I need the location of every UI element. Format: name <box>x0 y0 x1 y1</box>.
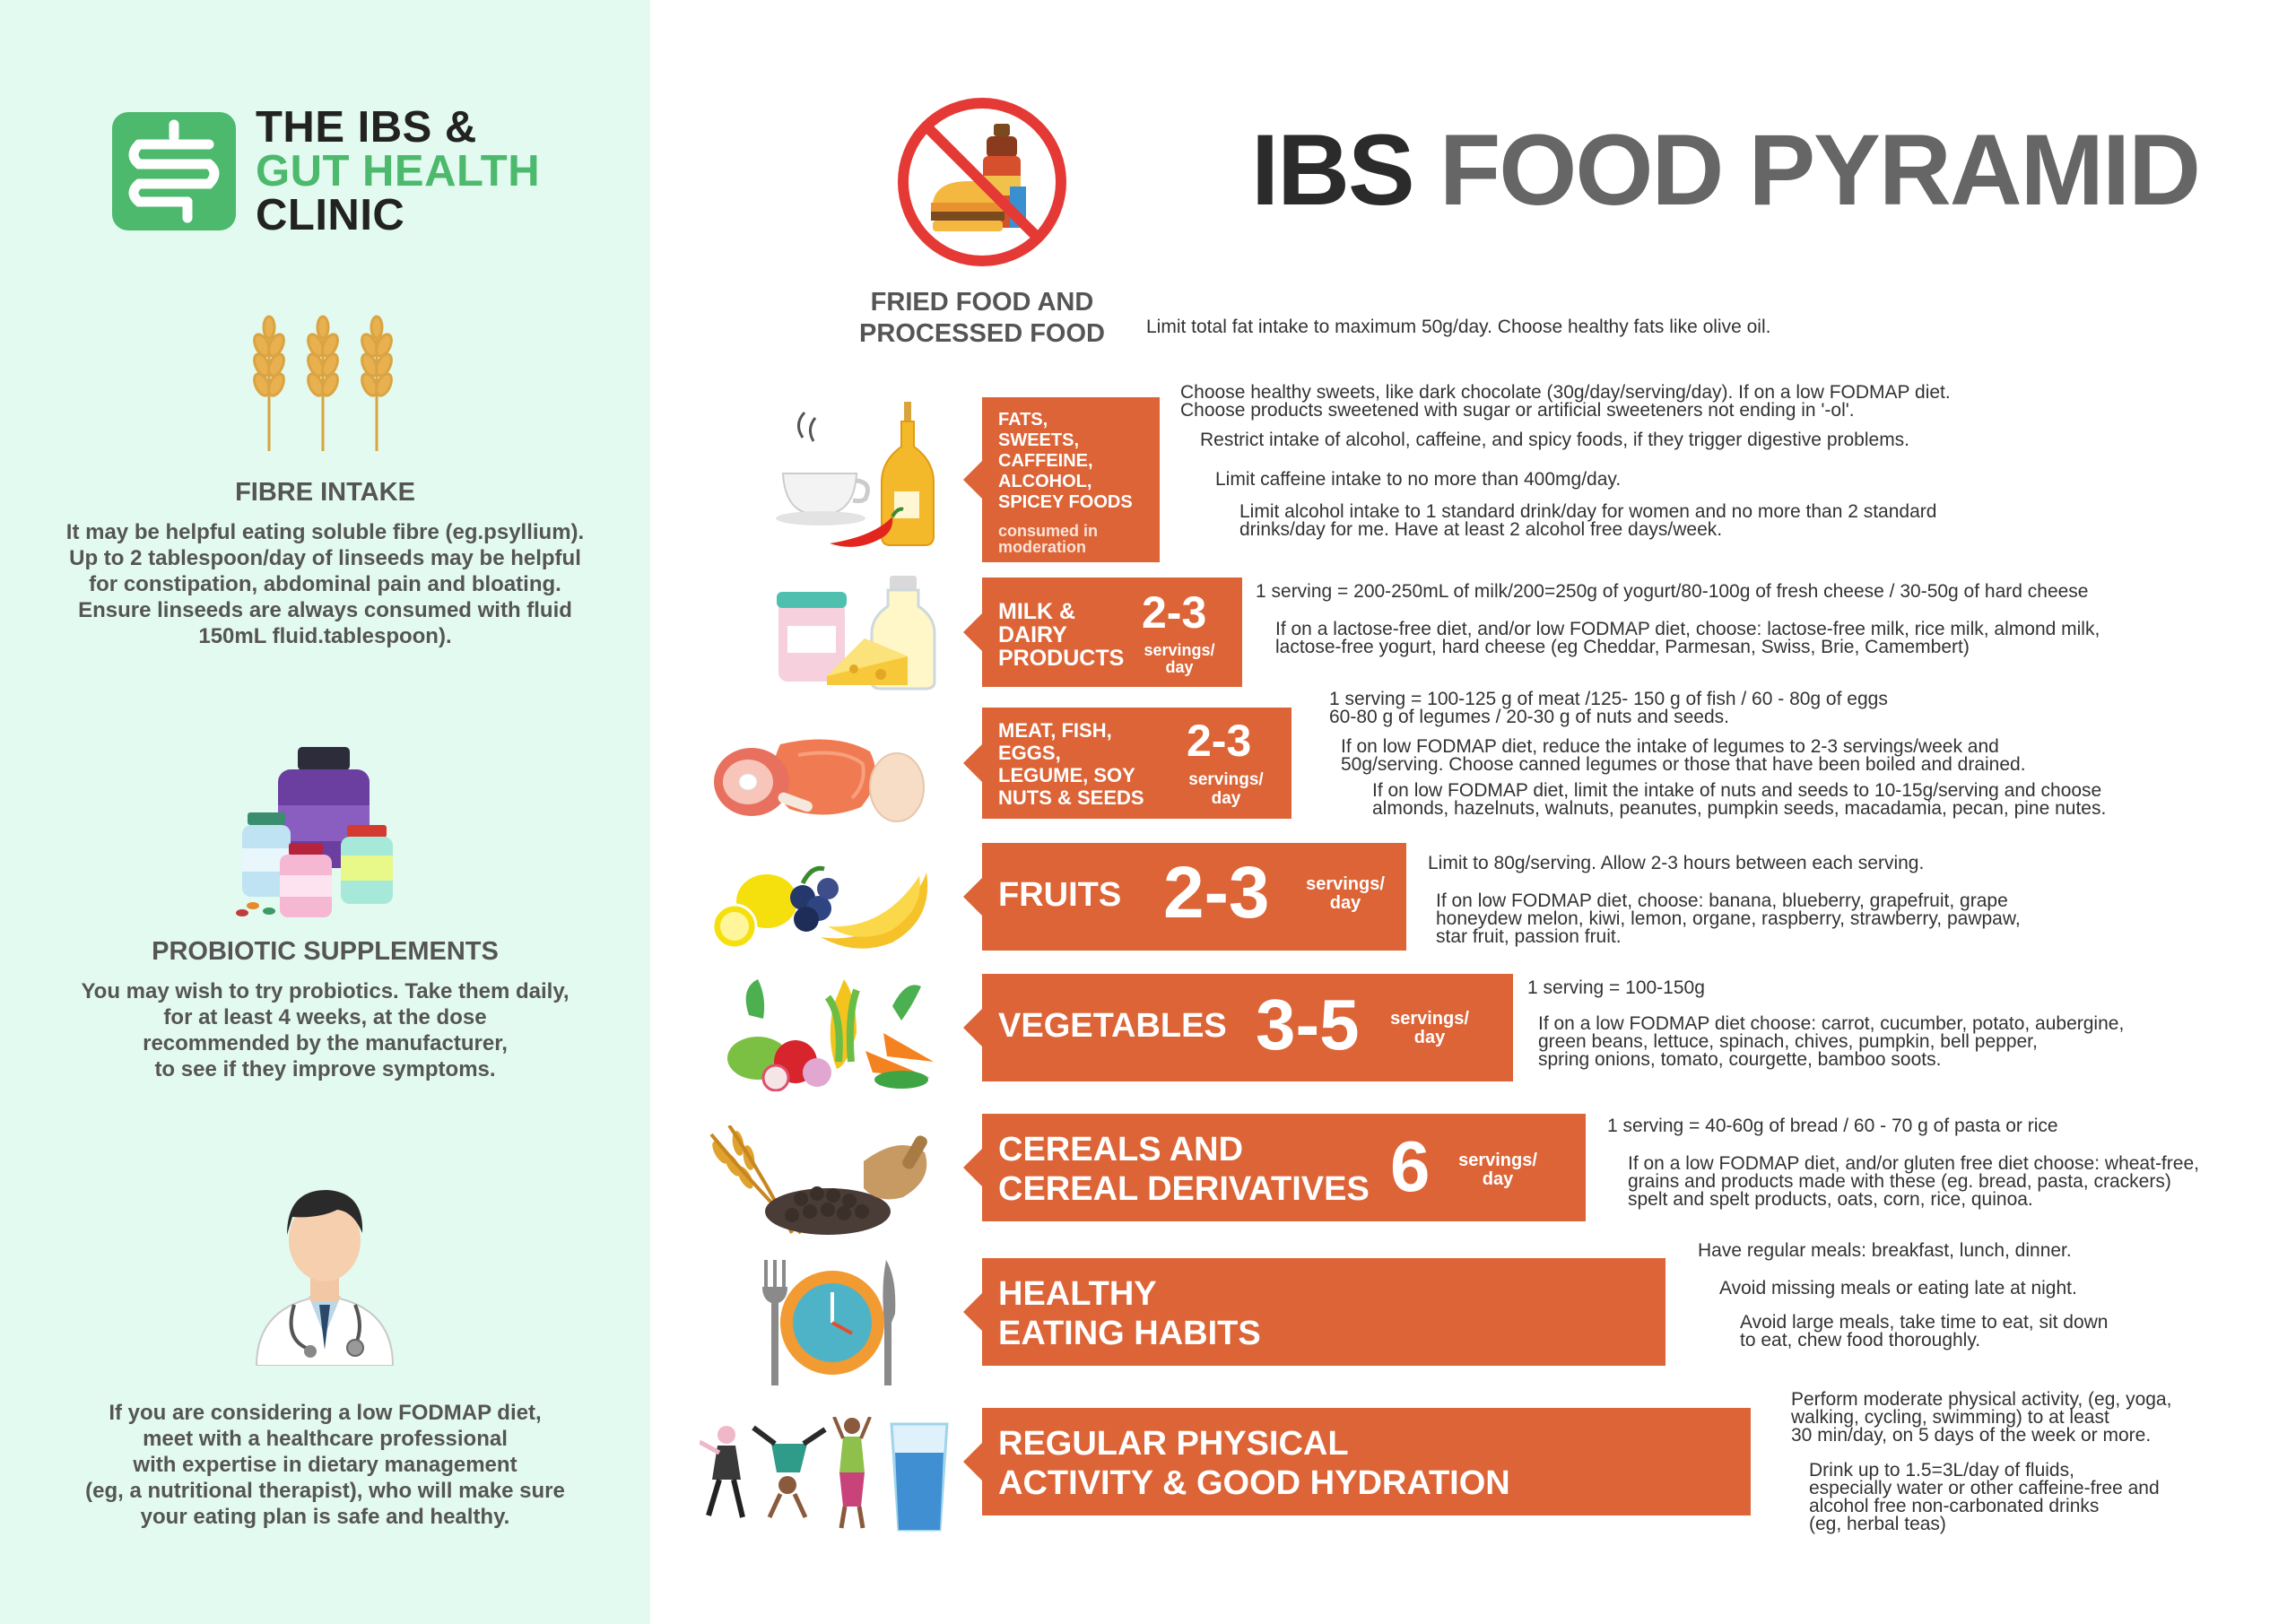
probiotic-line: to see if they improve symptoms. <box>154 1057 496 1081</box>
tier-fruits-label: FRUITS <box>998 876 1122 914</box>
tier-dairy-label-line: DAIRY <box>998 622 1067 647</box>
fibre-text <box>36 519 614 649</box>
tier-meat-note <box>1341 738 2026 774</box>
clinic-name-line-1: THE IBS & <box>256 103 477 152</box>
note-line: green beans, lettuce, spinach, chives, pumpkin, bell pepper, <box>1538 1031 2038 1052</box>
tier-activity <box>982 1408 1751 1515</box>
note-line: Have regular meals: breakfast, lunch, dinner. <box>1698 1240 2072 1261</box>
tier-activity-label <box>998 1424 1510 1503</box>
note-line: 1 serving = 200-250mL of milk/200=250g of yogurt/80-100g of fresh cheese / 30-50g of hard cheese <box>1256 581 2089 602</box>
fibre-line: 150mL fluid.tablespoon). <box>198 624 452 648</box>
note-line: grains and products made with these (eg. bread, pasta, crackers) <box>1628 1171 2171 1192</box>
no-fried-food-icon <box>897 97 1067 267</box>
probiotic-line: You may wish to try probiotics. Take them daily, <box>81 979 570 1003</box>
probiotic-line: for at least 4 weeks, at the dose <box>163 1005 487 1029</box>
tier-fruits <box>982 843 1406 951</box>
tier-meat-note <box>1372 782 2106 818</box>
tier-fruits-unit <box>1296 875 1395 913</box>
fibre-line: for constipation, abdominal pain and bloating. <box>89 572 561 596</box>
tier-vegetables-note <box>1538 1015 2124 1069</box>
wheat-icon <box>242 309 404 453</box>
page-title <box>1251 114 2199 226</box>
tier-fats-note <box>1215 471 1621 489</box>
tier-habits <box>982 1258 1665 1366</box>
clinic-logo-icon <box>112 112 236 230</box>
note-line: honeydew melon, kiwi, lemon, organe, raspberry, strawberry, pawpaw, <box>1436 908 2021 929</box>
note-line: especially water or other caffeine-free and <box>1809 1478 2160 1498</box>
probiotic-heading: PROBIOTIC SUPPLEMENTS <box>152 937 499 966</box>
tier-dairy-label-line: MILK & <box>998 599 1076 624</box>
tier-dairy-label <box>998 600 1124 670</box>
note-line: If on a low FODMAP diet, and/or gluten free diet choose: wheat-free, <box>1628 1153 2199 1174</box>
dairy-icon <box>773 576 944 692</box>
tier-fats-label-line: SWEETS, <box>998 430 1080 450</box>
tier-meat <box>982 708 1292 819</box>
tier-activity-label-line: REGULAR PHYSICAL <box>998 1425 1349 1463</box>
tier-habits-label-line: EATING HABITS <box>998 1315 1261 1352</box>
tier-vegetables-unit-line: servings/ <box>1390 1009 1469 1029</box>
tier-fats-sub-line: moderation <box>998 538 1087 556</box>
tier-dairy-unit <box>1135 642 1224 676</box>
tier-vegetables-note <box>1527 979 1705 997</box>
note-line: If on a low FODMAP diet choose: carrot, cucumber, potato, aubergine, <box>1538 1013 2125 1034</box>
tier-fruits-unit-line: day <box>1329 893 1361 913</box>
fried-food-label-line: PROCESSED FOOD <box>859 319 1105 348</box>
tier-dairy-servings: 2-3 <box>1142 587 1207 638</box>
clinic-name-line-3: CLINIC <box>256 191 405 239</box>
note-line: spring onions, tomato, courgette, bamboo soots. <box>1538 1049 1942 1070</box>
fibre-line: It may be helpful eating soluble fibre (eg.psyllium). <box>65 520 585 544</box>
tier-fats-label-line: SPICEY FOODS <box>998 492 1133 512</box>
page-title-part-2: FOOD PYRAMID <box>1439 114 2199 226</box>
probiotic-line: recommended by the manufacturer, <box>143 1031 508 1055</box>
professional-line: (eg, a nutritional therapist), who will make sure <box>85 1479 565 1503</box>
tier-cereals-unit-line: servings/ <box>1458 1151 1537 1170</box>
tier-meat-note <box>1329 690 1888 726</box>
tier-meat-label-line: LEGUME, SOY <box>998 764 1135 786</box>
professional-line: meet with a healthcare professional <box>143 1427 508 1451</box>
professional-line: with expertise in dietary management <box>133 1453 517 1477</box>
note-line: (eg, herbal teas) <box>1809 1514 1946 1534</box>
tier-cereals-label <box>998 1130 1370 1209</box>
tier-cereals-label-line: CEREALS AND <box>998 1131 1244 1168</box>
probiotic-text <box>36 978 614 1082</box>
tier-meat-servings: 2-3 <box>1187 716 1252 766</box>
clock-plate-cutlery-icon <box>752 1260 909 1385</box>
note-line: Limit alcohol intake to 1 standard drink/day for women and no more than 2 standard <box>1239 501 1937 522</box>
note-line: 1 serving = 100-125 g of meat /125- 150 g of fish / 60 - 80g of eggs <box>1329 689 1888 709</box>
professional-text <box>36 1400 614 1530</box>
tier-meat-unit-line: day <box>1211 789 1241 808</box>
tier-habits-note <box>1719 1280 2077 1298</box>
clinic-name-line-2: GUT HEALTH <box>256 147 541 195</box>
page-title-part-1: IBS <box>1251 114 1413 226</box>
tier-fats-note <box>1239 503 1936 539</box>
note-line: almonds, hazelnuts, walnuts, peanutes, pumpkin seeds, macadamia, pecan, pine nutes. <box>1372 798 2107 819</box>
note-line: 1 serving = 40-60g of bread / 60 - 70 g of pasta or rice <box>1607 1116 2058 1136</box>
professional-line: If you are considering a low FODMAP diet, <box>109 1401 542 1425</box>
note-line: If on low FODMAP diet, limit the intake of nuts and seeds to 10-15g/serving and choose <box>1372 780 2102 801</box>
tier-habits-label <box>998 1274 1261 1353</box>
tier-cereals-note <box>1607 1117 2058 1135</box>
tier-fats <box>982 397 1160 562</box>
note-line: Avoid missing meals or eating late at night. <box>1719 1278 2077 1298</box>
fried-food-label <box>839 287 1126 350</box>
tier-cereals-servings: 6 <box>1390 1126 1431 1206</box>
tier-vegetables-label: VEGETABLES <box>998 1007 1227 1045</box>
note-line: Limit to 80g/serving. Allow 2-3 hours between each serving. <box>1428 853 1925 873</box>
vegetables-icon <box>722 979 942 1091</box>
tier-cereals-unit-line: day <box>1482 1169 1514 1189</box>
tier-vegetables <box>982 974 1513 1081</box>
tier-fats-label-line: ALCOHOL, <box>998 472 1092 491</box>
tier-fats-label <box>998 410 1133 513</box>
note-line: Restrict intake of alcohol, caffeine, and spicy foods, if they trigger digestive problems. <box>1200 430 1910 450</box>
professional-line: your eating plan is safe and healthy. <box>140 1505 510 1529</box>
tier-meat-unit-line: servings/ <box>1188 770 1264 789</box>
tier-dairy-unit-line: servings/ <box>1144 641 1215 659</box>
note-line: 1 serving = 100-150g <box>1527 977 1705 998</box>
tier-meat-label-line: EGGS, <box>998 742 1061 764</box>
tier-meat-label-line: NUTS & SEEDS <box>998 786 1144 809</box>
tier-fats-sub-line: consumed in <box>998 522 1099 540</box>
tier-activity-note <box>1809 1462 2160 1533</box>
tier-dairy-note <box>1256 583 2089 601</box>
tier-dairy-note <box>1275 621 2100 656</box>
note-line: star fruit, passion fruit. <box>1436 926 1622 947</box>
tier-dairy-label-line: PRODUCTS <box>998 646 1125 671</box>
note-line: Limit caffeine intake to no more than 400mg/day. <box>1215 469 1622 490</box>
tier-fruits-servings: 2-3 <box>1163 852 1270 934</box>
note-line: alcohol free non-carbonated drinks <box>1809 1496 2100 1516</box>
note-line: Choose healthy sweets, like dark chocolate (30g/day/serving/day). If on a low FODMAP diet. <box>1180 382 1951 403</box>
clinic-name <box>256 103 541 239</box>
tier-cereals-note <box>1628 1155 2199 1209</box>
doctor-icon <box>248 1170 402 1366</box>
tier-meat-label <box>998 719 1144 809</box>
tier-fruits-note <box>1436 892 2021 946</box>
tier-cereals-label-line: CEREAL DERIVATIVES <box>998 1170 1370 1208</box>
note-line: Perform moderate physical activity, (eg, yoga, <box>1791 1389 2172 1410</box>
tier-fats-note <box>1180 384 1951 420</box>
note-line: If on low FODMAP diet, reduce the intake of legumes to 2-3 servings/week and <box>1341 736 1999 757</box>
tier-fats-sub <box>998 523 1098 555</box>
fried-food-label-line: FRIED FOOD AND <box>870 288 1094 317</box>
tier-habits-note <box>1740 1314 2108 1350</box>
note-line: Drink up to 1.5=3L/day of fluids, <box>1809 1460 2074 1481</box>
note-line: 60-80 g of legumes / 20-30 g of nuts and seeds. <box>1329 707 1729 727</box>
tier-vegetables-servings: 3-5 <box>1256 985 1360 1064</box>
tier-vegetables-unit-line: day <box>1413 1028 1446 1047</box>
tier-activity-label-line: ACTIVITY & GOOD HYDRATION <box>998 1464 1510 1502</box>
tier-meat-label-line: MEAT, FISH, <box>998 719 1112 742</box>
tier-fruits-unit-line: servings/ <box>1306 874 1385 894</box>
tier-dairy <box>982 578 1242 687</box>
coffee-oil-chili-icon <box>776 402 942 554</box>
tier-fats-label-line: CAFFEINE, <box>998 451 1093 471</box>
tier-fats-note <box>1200 431 1909 449</box>
tier-habits-note <box>1698 1242 2072 1260</box>
note-line: Avoid large meals, take time to eat, sit down <box>1740 1312 2109 1333</box>
tier-activity-note <box>1791 1391 2171 1445</box>
tier-meat-unit <box>1178 770 1274 808</box>
note-line: lactose-free yogurt, hard cheese (eg Cheddar, Parmesan, Swiss, Brie, Camembert) <box>1275 637 1970 657</box>
fibre-line: Up to 2 tablespoon/day of linseeds may be helpful <box>69 546 581 570</box>
note-line: 30 min/day, on 5 days of the week or more. <box>1791 1425 2152 1446</box>
note-line: 50g/serving. Choose canned legumes or those that have been boiled and drained. <box>1341 754 2026 775</box>
fruits-icon <box>713 856 937 955</box>
note-line: to eat, chew food thoroughly. <box>1740 1330 1981 1350</box>
tier-cereals <box>982 1114 1586 1221</box>
fibre-heading: FIBRE INTAKE <box>235 478 415 507</box>
note-line: drinks/day for me. Have at least 2 alcohol free days/week. <box>1239 519 1723 540</box>
tier-habits-label-line: HEALTHY <box>998 1275 1157 1313</box>
note-line: walking, cycling, swimming) to at least <box>1791 1407 2109 1428</box>
grains-icon <box>702 1125 940 1238</box>
exercise-water-icon <box>700 1417 951 1533</box>
sidebar <box>0 0 650 1624</box>
tier-dairy-unit-line: day <box>1165 658 1194 676</box>
tier-cereals-unit <box>1448 1151 1547 1189</box>
fried-food-note: Limit total fat intake to maximum 50g/day. Choose healthy fats like olive oil. <box>1146 317 1771 337</box>
tier-fats-label-line: FATS, <box>998 410 1048 430</box>
note-line: If on a lactose-free diet, and/or low FODMAP diet, choose: lactose-free milk, rice milk, almond milk, <box>1275 619 2100 639</box>
meat-fish-egg-icon <box>709 728 928 829</box>
tier-fruits-note <box>1428 855 1924 873</box>
note-line: spelt and spelt products, oats, corn, rice, quinoa. <box>1628 1189 2033 1210</box>
note-line: Choose products sweetened with sugar or artificial sweeteners not ending in '-ol'. <box>1180 400 1855 421</box>
tier-vegetables-unit <box>1380 1010 1479 1047</box>
note-line: If on low FODMAP diet, choose: banana, blueberry, grapefruit, grape <box>1436 890 2008 911</box>
fibre-line: Ensure linseeds are always consumed with fluid <box>78 598 572 622</box>
supplement-bottles-icon <box>235 743 419 922</box>
